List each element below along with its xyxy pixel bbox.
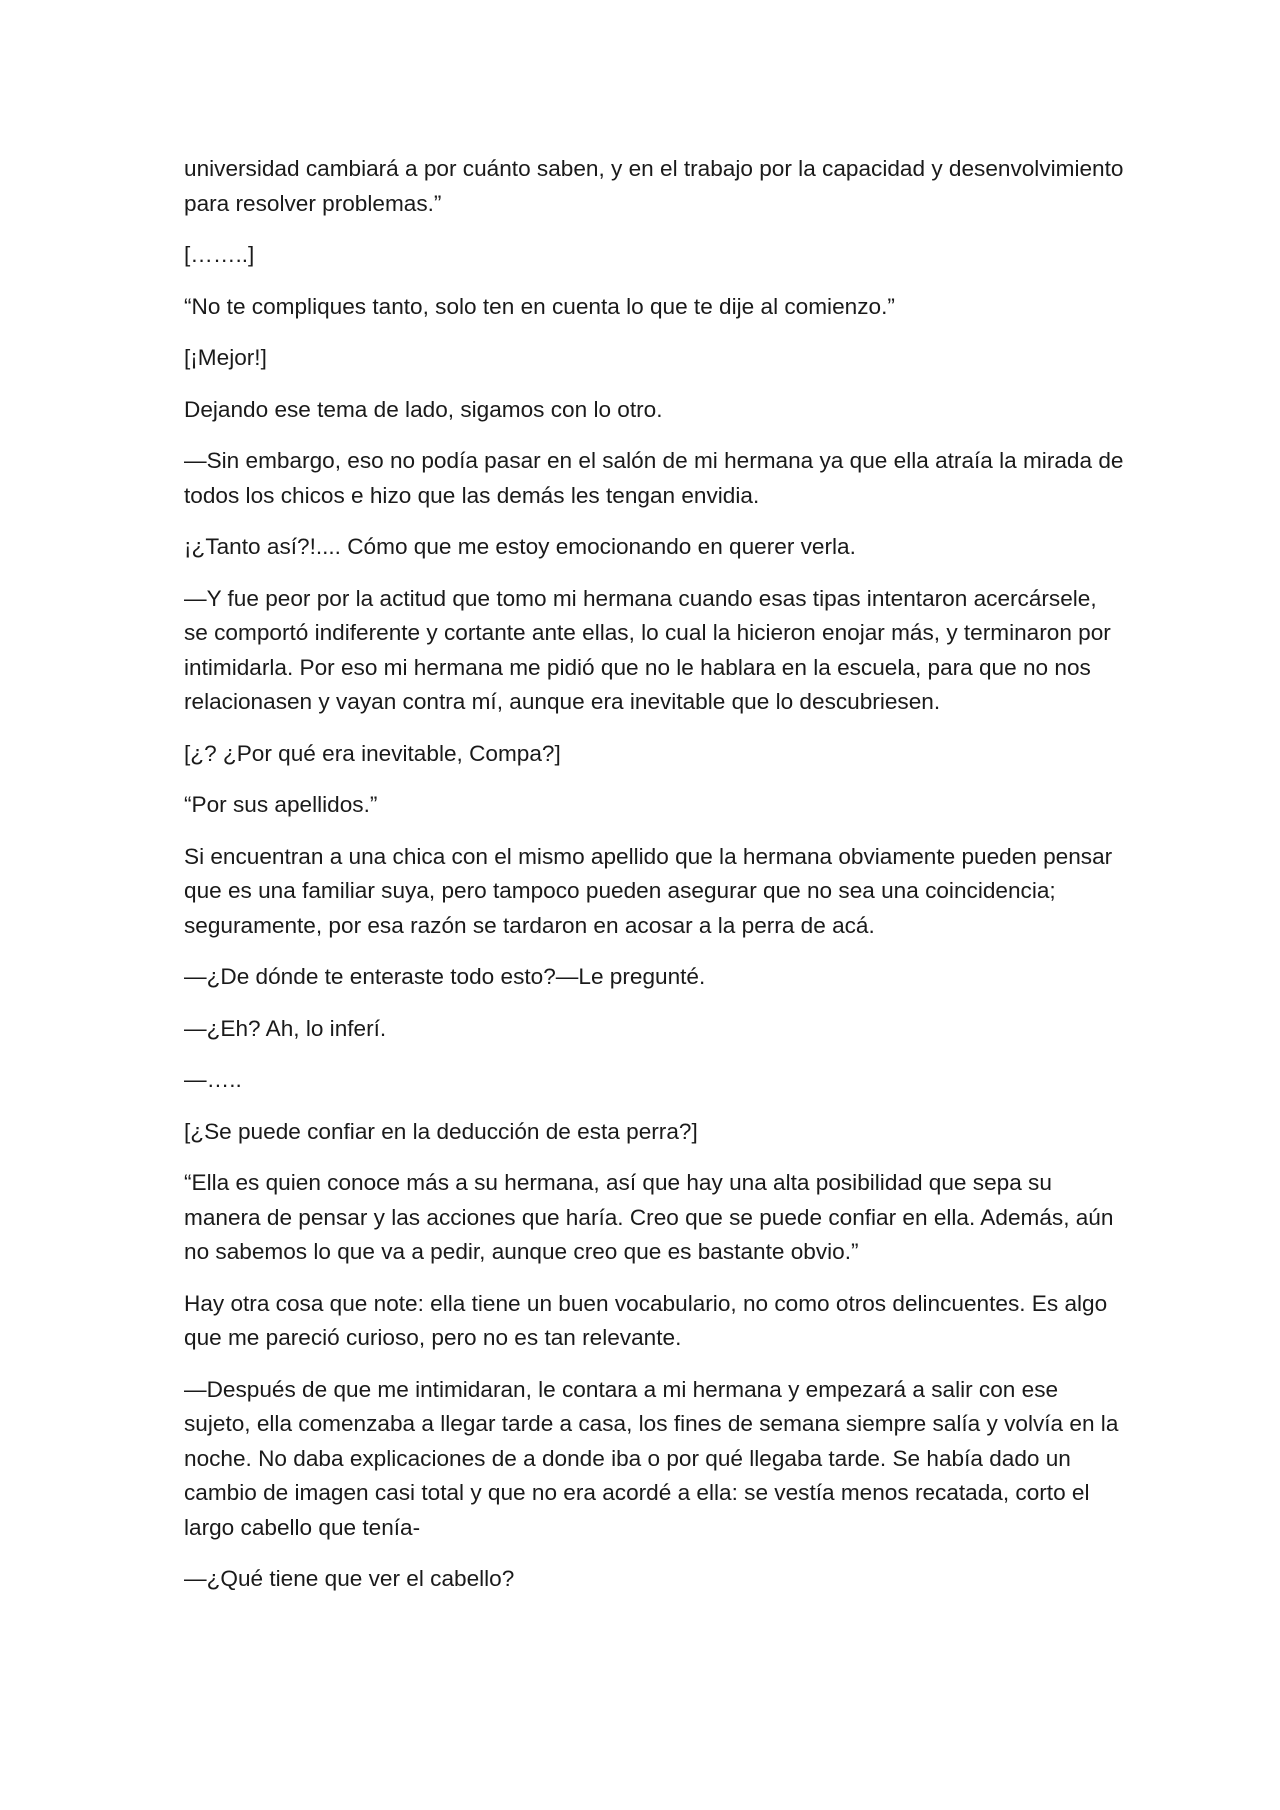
paragraph: universidad cambiará a por cuánto saben, y en el trabajo por la capacidad y desenvolvimiento para resolver problemas.” bbox=[184, 156, 1124, 216]
paragraph: —¿Eh? Ah, lo inferí. bbox=[184, 1015, 387, 1041]
paragraph: —Y fue peor por la actitud que tomo mi hermana cuando esas tipas intentaron acercársele, se comportó indiferente y cortante ante ellas, lo cual la hicieron enojar más, y terminaron por intimidarla. Por eso mi hermana me pidió que no le hablara en la escuela, para que no nos relacionasen y vayan contra mí, aunque era inevitable que lo descubriesen. bbox=[184, 585, 1111, 714]
paragraph: —Después de que me intimidaran, le contara a mi hermana y empezará a salir con ese sujeto, ella comenzaba a llegar tarde a casa, los fines de semana siempre salía y volvía en la noche. No daba explicaciones de a donde iba o por qué llegaba tarde. Se había dado un cambio de imagen casi total y que no era acordé a ella: se vestía menos recatada, corto el largo cabello que tenía- bbox=[184, 1376, 1119, 1540]
paragraph: “Ella es quien conoce más a su hermana, así que hay una alta posibilidad que sepa su manera de pensar y las acciones que haría. Creo que se puede confiar en ella. Además, aún no sabemos lo que va a pedir, aunque creo que es bastante obvio.” bbox=[184, 1170, 1114, 1264]
paragraph: [¡Mejor!] bbox=[184, 345, 267, 370]
paragraph: “Por sus apellidos.” bbox=[184, 792, 378, 817]
paragraph: [¿? ¿Por qué era inevitable, Compa?] bbox=[184, 740, 561, 766]
paragraph: [¿Se puede confiar en la deducción de esta perra?] bbox=[184, 1118, 698, 1144]
paragraph: “No te compliques tanto, solo ten en cuenta lo que te dije al comienzo.” bbox=[184, 293, 895, 319]
paragraph: —¿Qué tiene que ver el cabello? bbox=[184, 1566, 515, 1591]
paragraph: ¡¿Tanto así?!.... Cómo que me estoy emocionando en querer verla. bbox=[184, 534, 856, 559]
paragraph: —¿De dónde te enteraste todo esto?—Le pregunté. bbox=[184, 964, 706, 989]
paragraph: Si encuentran a una chica con el mismo apellido que la hermana obviamente pueden pensar que es una familiar suya, pero tampoco pueden asegurar que no sea una coincidencia; seguramente, por esa razón se tardaron en acosar a la perra de acá. bbox=[184, 843, 1113, 938]
paragraph: Dejando ese tema de lado, sigamos con lo otro. bbox=[184, 396, 663, 422]
document-page bbox=[184, 152, 1124, 1614]
paragraph: Hay otra cosa que note: ella tiene un buen vocabulario, no como otros delincuentes. Es algo que me pareció curioso, pero no es tan relevante. bbox=[184, 1290, 1108, 1350]
paragraph: [……..] bbox=[184, 242, 255, 267]
paragraph: —Sin embargo, eso no podía pasar en el salón de mi hermana ya que ella atraía la mirada de todos los chicos e hizo que las demás les tengan envidia. bbox=[184, 448, 1124, 508]
paragraph: —….. bbox=[184, 1067, 242, 1092]
